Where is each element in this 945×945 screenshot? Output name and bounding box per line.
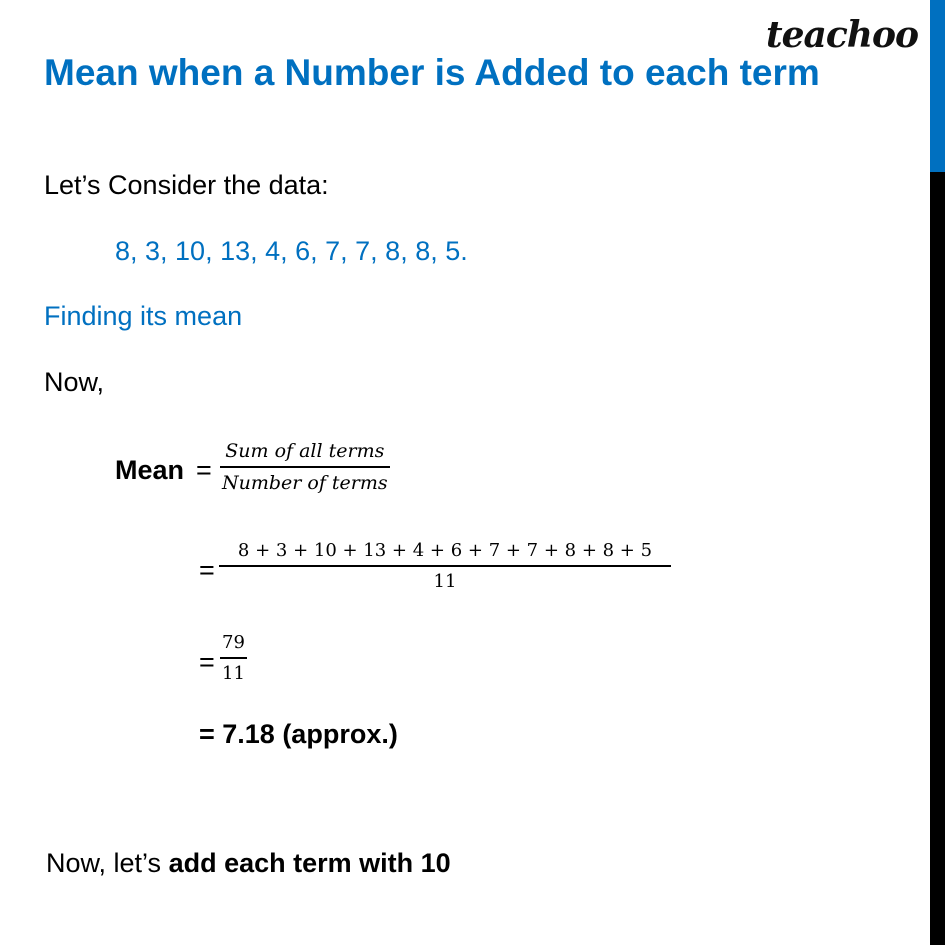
intro-text: Let’s Consider the data: [44,170,329,200]
finding-heading: Finding its mean [44,301,243,331]
step2-denominator: 11 [222,663,245,684]
step2-numerator: 79 [222,632,245,653]
step1-fraction [219,540,671,592]
page-title: Mean when a Number is Added to each term [44,52,820,93]
formula-denominator: Number of terms [222,472,388,494]
data-list: 8, 3, 10, 13, 4, 6, 7, 7, 8, 8, 5. [115,236,468,266]
footer-bold: add each term with 10 [168,848,451,878]
step1-numerator: 8 + 3 + 10 + 13 + 4 + 6 + 7 + 7 + 8 + 8 + 5 [237,540,653,561]
mean-formula-fraction [220,440,390,494]
step1-denominator: 11 [433,571,457,592]
side-bar-accent [930,0,945,172]
mean-equals: = [196,455,212,485]
step1-equals: = [199,555,215,585]
footer-text [46,848,451,879]
formula-numerator: Sum of all terms [225,440,385,462]
now-text: Now, [44,367,105,397]
footer-prefix: Now, let’s [46,848,169,878]
mean-result: = 7.18 (approx.) [199,719,398,749]
teachoo-logo: teachoo [766,14,918,56]
mean-label: Mean [115,455,185,485]
step2-fraction [220,632,247,684]
step2-equals: = [199,647,215,677]
